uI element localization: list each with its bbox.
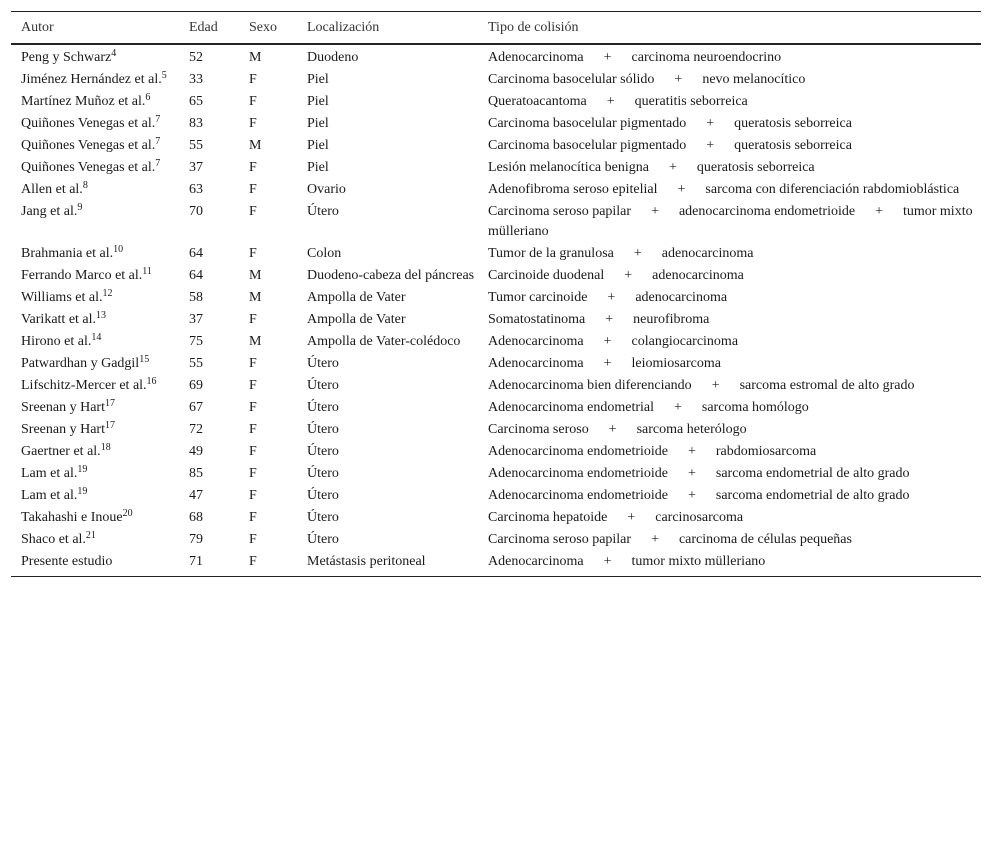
plus-sign: + (603, 334, 612, 349)
collision-component: Carcinoma basocelular pigmentado (488, 116, 687, 131)
cell-tipo-colision (478, 113, 981, 135)
plus-sign: + (706, 116, 715, 131)
author-name: Lifschitz-Mercer et al. (21, 378, 147, 393)
plus-sign: + (603, 554, 612, 569)
reference-number: 15 (139, 354, 150, 365)
table-row (11, 44, 981, 69)
cell-tipo-colision (478, 243, 981, 265)
cell-sexo: F (249, 182, 257, 197)
table-row (11, 397, 981, 419)
author-name: Takahashi e Inoue (21, 510, 123, 525)
collision-component: Carcinoma basocelular pigmentado (488, 138, 687, 153)
table-row (11, 135, 981, 157)
cell-sexo: F (249, 160, 257, 175)
table-row (11, 157, 981, 179)
cell-edad: 65 (189, 94, 203, 109)
author-name: Varikatt et al. (21, 312, 97, 327)
cell-localizacion: Útero (307, 488, 339, 503)
collision-component: neurofibroma (633, 312, 710, 327)
cell-tipo-colision (478, 375, 981, 397)
collision-component: Adenocarcinoma endometrial (488, 400, 654, 415)
collision-component: adenocarcinoma (635, 290, 728, 305)
collision-component: leiomiosarcoma (631, 356, 721, 371)
cell-autor (11, 463, 179, 485)
plus-sign: + (651, 204, 659, 219)
table-row (11, 331, 981, 353)
cell-localizacion: Piel (307, 72, 329, 87)
cell-tipo-colision (478, 265, 981, 287)
table-row (11, 243, 981, 265)
collision-tumor-table (11, 11, 981, 577)
collision-component: carcinoma neuroendocrino (631, 50, 782, 65)
reference-number: 12 (102, 288, 113, 299)
cell-sexo: F (249, 116, 257, 131)
author-name: Martínez Muñoz et al. (21, 94, 146, 109)
cell-tipo-colision (478, 69, 981, 91)
reference-number: 17 (104, 420, 115, 431)
collision-component: sarcoma endometrial de alto grado (715, 466, 910, 481)
collision-component: carcinoma de células pequeñas (678, 532, 852, 547)
cell-tipo-colision (478, 179, 981, 201)
reference-number: 11 (142, 266, 152, 277)
cell-autor (11, 287, 179, 309)
cell-autor (11, 529, 179, 551)
plus-sign: + (607, 290, 616, 305)
cell-sexo: F (249, 356, 257, 371)
reference-number: 18 (100, 442, 111, 453)
author-name: Lam et al. (21, 466, 78, 481)
author-name: Williams et al. (21, 290, 103, 305)
cell-localizacion: Piel (307, 138, 329, 153)
plus-sign: + (706, 138, 715, 153)
cell-edad: 64 (189, 268, 203, 283)
collision-component: colangiocarcinoma (631, 334, 739, 349)
author-name: Quiñones Venegas et al. (21, 160, 156, 175)
collision-component: Carcinoma basocelular sólido (488, 72, 655, 87)
table-row (11, 265, 981, 287)
table-row (11, 441, 981, 463)
collision-component: Carcinoma seroso papilar (488, 532, 632, 547)
collision-component: Lesión melanocítica benigna (488, 160, 649, 175)
cell-tipo-colision (478, 135, 981, 157)
collision-component: tumor mixto mülleriano (488, 204, 973, 239)
cell-localizacion: Ampolla de Vater (307, 312, 406, 327)
reference-number: 10 (113, 244, 124, 255)
reference-number: 20 (122, 508, 133, 519)
table-row (11, 353, 981, 375)
author-name: Brahmania et al. (21, 246, 114, 261)
reference-number: 7 (155, 114, 161, 125)
cell-autor (11, 331, 179, 353)
header-edad: Edad (179, 12, 239, 45)
author-name: Jiménez Hernández et al. (21, 72, 162, 87)
cell-tipo-colision (478, 419, 981, 441)
cell-localizacion: Duodeno-cabeza del páncreas (307, 268, 475, 283)
cell-tipo-colision (478, 44, 981, 69)
cell-sexo: M (249, 334, 262, 349)
collision-component: Adenocarcinoma endometrioide (488, 444, 668, 459)
cell-autor (11, 179, 179, 201)
cell-tipo-colision (478, 157, 981, 179)
cell-sexo: M (249, 50, 262, 65)
plus-sign: + (651, 532, 659, 547)
collision-component: queratosis seborreica (734, 138, 852, 153)
reference-number: 9 (77, 202, 83, 213)
cell-tipo-colision (478, 507, 981, 529)
author-name: Ferrando Marco et al. (21, 268, 143, 283)
cell-edad: 85 (189, 466, 203, 481)
header-tipo: Tipo de colisión (478, 12, 981, 45)
collision-component: carcinosarcoma (655, 510, 744, 525)
cell-sexo: F (249, 400, 257, 415)
reference-number: 21 (85, 530, 96, 541)
plus-sign: + (674, 72, 683, 87)
table-row (11, 375, 981, 397)
plus-sign: + (875, 204, 883, 219)
cell-tipo-colision (478, 91, 981, 113)
cell-edad: 55 (189, 138, 203, 153)
cell-autor (11, 113, 179, 135)
plus-sign: + (603, 356, 612, 371)
cell-tipo-colision (478, 331, 981, 353)
cell-edad: 58 (189, 290, 203, 305)
collision-component: Queratoacantoma (488, 94, 587, 109)
cell-edad: 72 (189, 422, 203, 437)
author-name: Patwardhan y Gadgil (21, 356, 140, 371)
cell-edad: 37 (189, 312, 203, 327)
table-row (11, 551, 981, 577)
cell-autor (11, 441, 179, 463)
cell-tipo-colision (478, 397, 981, 419)
cell-autor (11, 44, 179, 69)
author-name: Presente estudio (21, 554, 113, 569)
collision-component: queratosis seborreica (696, 160, 815, 175)
cell-autor (11, 135, 179, 157)
reference-number: 8 (82, 180, 88, 191)
table-row (11, 529, 981, 551)
cell-localizacion: Útero (307, 204, 339, 219)
table-row (11, 91, 981, 113)
reference-number: 5 (161, 70, 167, 81)
plus-sign: + (608, 422, 617, 437)
author-name: Peng y Schwarz (21, 50, 112, 65)
table-row (11, 113, 981, 135)
cell-sexo: M (249, 138, 262, 153)
author-name: Jang et al. (21, 204, 78, 219)
cell-localizacion: Duodeno (307, 50, 359, 65)
collision-component: sarcoma homólogo (701, 400, 809, 415)
collision-component: Adenocarcinoma (488, 50, 584, 65)
collision-component: Carcinoma hepatoide (488, 510, 608, 525)
cell-autor (11, 201, 179, 243)
reference-number: 16 (146, 376, 157, 387)
author-name: Gaertner et al. (21, 444, 101, 459)
collision-component: Tumor de la granulosa (488, 246, 614, 261)
collision-component: sarcoma con diferenciación rabdomioblástica (705, 182, 960, 197)
reference-number: 13 (96, 310, 107, 321)
header-sexo: Sexo (239, 12, 297, 45)
collision-component: nevo melanocítico (702, 72, 806, 87)
collision-component: Carcinoide duodenal (488, 268, 605, 283)
table-body (11, 44, 981, 577)
cell-autor (11, 91, 179, 113)
cell-sexo: F (249, 378, 257, 393)
collision-component: Adenofibroma seroso epitelial (488, 182, 658, 197)
cell-localizacion: Ampolla de Vater (307, 290, 406, 305)
author-name: Hirono et al. (21, 334, 92, 349)
reference-number: 19 (77, 486, 88, 497)
author-name: Sreenan y Hart (21, 400, 105, 415)
cell-edad: 33 (189, 72, 203, 87)
cell-sexo: F (249, 510, 257, 525)
plus-sign: + (687, 466, 696, 481)
author-name: Lam et al. (21, 488, 78, 503)
cell-edad: 79 (189, 532, 203, 547)
table-row (11, 485, 981, 507)
collision-component: sarcoma endometrial de alto grado (715, 488, 910, 503)
cell-tipo-colision (478, 287, 981, 309)
cell-sexo: F (249, 532, 257, 547)
plus-sign: + (711, 378, 720, 393)
cell-autor (11, 353, 179, 375)
cell-edad: 55 (189, 356, 203, 371)
cell-localizacion: Ampolla de Vater-colédoco (307, 334, 461, 349)
collision-component: tumor mixto mülleriano (631, 554, 766, 569)
table-row (11, 287, 981, 309)
cell-edad: 47 (189, 488, 203, 503)
collision-component: Tumor carcinoide (488, 290, 588, 305)
collision-component: Adenocarcinoma (488, 554, 584, 569)
cell-sexo: F (249, 246, 257, 261)
collision-component: rabdomiosarcoma (715, 444, 817, 459)
author-name: Allen et al. (21, 182, 83, 197)
collision-component: queratosis seborreica (734, 116, 852, 131)
cell-edad: 37 (189, 160, 203, 175)
plus-sign: + (606, 94, 615, 109)
collision-component: Carcinoma seroso (488, 422, 589, 437)
collision-component: Adenocarcinoma (488, 334, 584, 349)
plus-sign: + (673, 400, 682, 415)
table-header (11, 12, 981, 45)
cell-sexo: F (249, 94, 257, 109)
reference-number: 7 (155, 158, 161, 169)
cell-autor (11, 507, 179, 529)
plus-sign: + (627, 510, 636, 525)
cell-tipo-colision (478, 201, 981, 243)
header-localizacion: Localización (297, 12, 478, 45)
author-name: Quiñones Venegas et al. (21, 138, 156, 153)
cell-autor (11, 551, 179, 577)
cell-edad: 49 (189, 444, 203, 459)
cell-sexo: F (249, 422, 257, 437)
cell-autor (11, 397, 179, 419)
collision-component: Somatostatinoma (488, 312, 586, 327)
plus-sign: + (603, 50, 612, 65)
cell-localizacion: Colon (307, 246, 342, 261)
cell-tipo-colision (478, 463, 981, 485)
cell-localizacion: Ovario (307, 182, 346, 197)
cell-localizacion: Útero (307, 422, 339, 437)
cell-localizacion: Piel (307, 94, 329, 109)
cell-edad: 67 (189, 400, 203, 415)
plus-sign: + (677, 182, 686, 197)
cell-sexo: F (249, 312, 257, 327)
collision-component: sarcoma estromal de alto grado (739, 378, 915, 393)
cell-edad: 69 (189, 378, 203, 393)
plus-sign: + (668, 160, 677, 175)
table-row (11, 419, 981, 441)
cell-localizacion: Útero (307, 532, 339, 547)
cell-tipo-colision (478, 353, 981, 375)
cell-localizacion: Útero (307, 510, 339, 525)
reference-number: 6 (145, 92, 151, 103)
header-autor: Autor (11, 12, 179, 45)
collision-component: Adenocarcinoma endometrioide (488, 488, 668, 503)
cell-localizacion: Metástasis peritoneal (297, 551, 478, 577)
cell-sexo: F (249, 72, 257, 87)
table-row (11, 507, 981, 529)
plus-sign: + (624, 268, 633, 283)
cell-autor (11, 243, 179, 265)
table-row (11, 309, 981, 331)
collision-component: adenocarcinoma (652, 268, 744, 283)
cell-localizacion: Piel (307, 160, 329, 175)
collision-component: adenocarcinoma (661, 246, 754, 261)
cell-localizacion: Útero (307, 400, 339, 415)
cell-sexo: F (249, 444, 257, 459)
reference-number: 19 (77, 464, 88, 475)
cell-localizacion: Útero (307, 356, 339, 371)
header-row (11, 12, 981, 45)
collision-component: sarcoma heterólogo (636, 422, 747, 437)
collision-component: Adenocarcinoma endometrioide (488, 466, 668, 481)
cell-tipo-colision (478, 551, 981, 577)
plus-sign: + (633, 246, 642, 261)
collision-component: Carcinoma seroso papilar (488, 204, 632, 219)
cell-tipo-colision (478, 309, 981, 331)
cell-edad: 71 (179, 551, 239, 577)
cell-sexo: F (239, 551, 297, 577)
cell-edad: 68 (189, 510, 203, 525)
collision-component: Adenocarcinoma bien diferenciando (488, 378, 692, 393)
cell-localizacion: Útero (307, 378, 339, 393)
cell-sexo: M (249, 290, 262, 305)
cell-autor (11, 69, 179, 91)
table-row (11, 201, 981, 243)
cell-sexo: F (249, 466, 257, 481)
cell-autor (11, 375, 179, 397)
cell-autor (11, 157, 179, 179)
author-name: Shaco et al. (21, 532, 86, 547)
cell-autor (11, 265, 179, 287)
cell-sexo: M (249, 268, 262, 283)
cell-edad: 64 (189, 246, 203, 261)
collision-component: adenocarcinoma endometrioide (678, 204, 856, 219)
table-row (11, 463, 981, 485)
cell-sexo: F (249, 488, 257, 503)
cell-tipo-colision (478, 529, 981, 551)
reference-number: 7 (155, 136, 161, 147)
reference-number: 4 (111, 48, 117, 59)
table-row (11, 69, 981, 91)
author-name: Sreenan y Hart (21, 422, 105, 437)
cell-localizacion: Útero (307, 466, 339, 481)
collision-component: queratitis seborreica (634, 94, 748, 109)
cell-autor (11, 419, 179, 441)
plus-sign: + (605, 312, 614, 327)
cell-tipo-colision (478, 441, 981, 463)
cell-localizacion: Piel (307, 116, 329, 131)
reference-number: 17 (104, 398, 115, 409)
table-row (11, 179, 981, 201)
plus-sign: + (687, 444, 696, 459)
cell-edad: 63 (189, 182, 203, 197)
cell-edad: 83 (189, 116, 203, 131)
cell-edad: 75 (189, 334, 203, 349)
plus-sign: + (687, 488, 696, 503)
cell-sexo: F (249, 204, 257, 219)
cell-edad: 70 (189, 204, 203, 219)
cell-autor (11, 485, 179, 507)
cell-autor (11, 309, 179, 331)
cell-localizacion: Útero (307, 444, 339, 459)
cell-edad: 52 (189, 50, 203, 65)
reference-number: 14 (91, 332, 102, 343)
author-name: Quiñones Venegas et al. (21, 116, 156, 131)
collision-component: Adenocarcinoma (488, 356, 584, 371)
cell-tipo-colision (478, 485, 981, 507)
